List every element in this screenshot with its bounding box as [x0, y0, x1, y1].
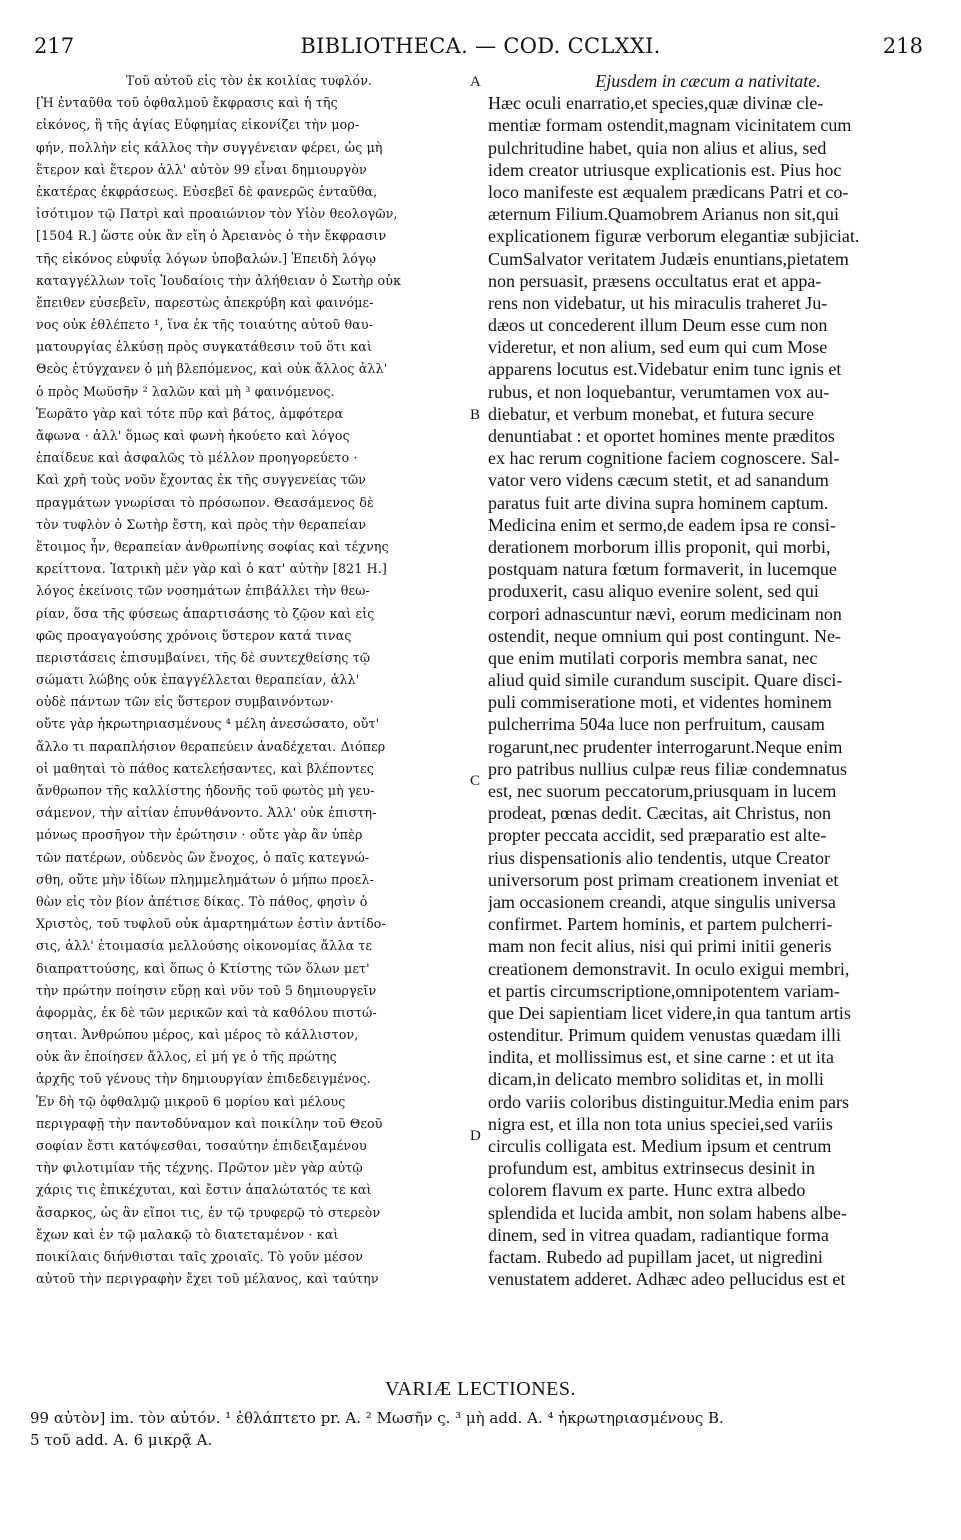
greek-text-line: ρίαν, ὅσα τῆς φύσεως ἀπαρτισάσης τὸ ζῷον καὶ εἰς [36, 605, 375, 621]
greek-text-line: Θεὸς ἐτύγχανεν ὁ μὴ βλεπόμενος, καὶ οὐκ ἄλλος ἀλλ' [36, 361, 388, 377]
greek-text-line: [Ἡ ἐνταῦθα τοῦ ὀφθαλμοῦ ἔκφρασις καὶ ἡ τῆς [36, 95, 338, 111]
greek-text-line: [1504 R.] ὥστε οὐκ ἂν εἴη ὁ Ἀρειανὸς ὁ τὴν ἔκφρασιν [36, 228, 387, 244]
latin-text-line: dæos ut concederent illum Deum esse cum non [488, 315, 828, 336]
margin-letter-a: A [470, 74, 481, 90]
greek-text-line: Χριστὸς, τοῦ τυφλοῦ οὐκ ἁμαρτημάτων ἐστὶν ἀντίδο- [36, 916, 386, 932]
latin-text-line: ostendit, neque omnium qui post contingunt. Ne- [488, 625, 841, 646]
latin-text-line: indita, et mollissimus est, et sine carne : et ut ita [488, 1047, 834, 1068]
latin-text-line: corpori adnascuntur nævi, eorum medicinam non [488, 603, 842, 624]
latin-text-line: explicationem figuræ verborum elegantiæ subjiciat. [488, 226, 860, 247]
latin-text-line: denuntiabat : et oportet homines mente præditos [488, 426, 835, 446]
greek-text-line: χάρις τις ἐπικέχυται, καὶ ἔστιν ἁπαλώτατός τε καὶ [36, 1182, 372, 1198]
greek-text-line: ἔχων καὶ ἐν τῷ μαλακῷ τὸ διατεταμένον · καὶ [36, 1226, 339, 1242]
greek-text-line: οὐκ ἂν ἐποίησεν ἄλλος, εἰ μή γε ὁ τῆς πρώτης [36, 1049, 337, 1065]
greek-text-line: οἱ μαθηταὶ τὸ πάθος κατελεήσαντες, καὶ βλέποντες [36, 760, 374, 776]
greek-text-line: λόγος ἐκείνοις τῶν νοσημάτων ἐπιβάλλει τὴν θεω- [36, 583, 370, 599]
greek-text-line: φῶς προαγαγούσης χρόνοις ὕστερον κατά τινας [36, 627, 352, 643]
greek-text-line: ἀρχῆς τοῦ γένους τὴν δημιουργίαν ἐπιδεδειγμένος. [36, 1071, 371, 1087]
latin-column [488, 70, 928, 1290]
page-number-right: 218 [882, 34, 923, 58]
latin-text-line: pulcherrima 504a luce non perfruitum, causam [488, 714, 825, 735]
variae-note-line: 99 αὐτὸν] im. τὸν αὐτόν. ¹ ἐθλάπτετο pr. A. ² Μωσῆν ς. ³ μὴ add. A. ⁴ ἠκρωτηριασμένους B. [30, 1409, 724, 1427]
latin-text-line: diebatur, et verbum monebat, et futura secure [488, 403, 815, 424]
greek-text-line: ποικίλαις διήνθισται ταῖς χροιαῖς. Τὸ γοῦν μέσον [36, 1248, 364, 1264]
greek-text-line: οὔτε γὰρ ἠκρωτηριασμένους ⁴ μέλη ἀνεσώσατο, οὔτ' [36, 716, 380, 732]
greek-text-line: οὐδὲ πάντων τῶν εἰς ὕστερον συμβαινόντων· [36, 694, 334, 710]
variae-lectiones-notes [30, 1407, 930, 1451]
latin-text-line: rubus, et non loquebantur, verumtamen vox au- [488, 381, 830, 402]
greek-text-line: τῶν πατέρων, οὐδενὸς ὢν ἔνοχος, ὁ παῖς κατεγνώ- [36, 849, 370, 865]
greek-text-line: εἰκόνος, ἣ τῆς ἁγίας Εὐφημίας εἰκονίζει τὴν μορ- [36, 117, 360, 133]
latin-text-line: ex hac rerum cognitione faciem cognoscere. Sal- [488, 448, 840, 469]
latin-text-line: nigra est, et illa non tota unius speciei,sed variis [488, 1113, 833, 1134]
greek-text-line: Ἑωρᾶτο γὰρ καὶ τότε πῦρ καὶ βάτος, ἀμφότερα [36, 405, 344, 421]
latin-text-line: que enim mutilati corporis membra sanat, nec [488, 647, 818, 668]
page-number-left: 217 [34, 34, 75, 58]
variae-lectiones-heading: VARIÆ LECTIONES. [385, 1378, 576, 1400]
latin-text-line: æternum Filium.Quamobrem Arianus non sit,qui [488, 204, 839, 225]
latin-text-line: apparens locutus est.Videbatur enim tunc ignis et [488, 359, 842, 380]
greek-text-line: σις, ἀλλ' ἑτοιμασία μελλούσης οἰκονομίας ἄλλα τε [36, 938, 373, 954]
latin-text-line: vator vero videns cæcum stetit, et ad sanandum [488, 470, 829, 491]
greek-text-line: διαπραττούσης, καὶ ὅπως ὁ Κτίστης τῶν ὅλων μετ' [36, 960, 370, 976]
latin-text-line: est, nec suorum peccatorum,priusquam in lucem [488, 781, 837, 801]
greek-text-line: ἔπειθεν εὐσεβεῖν, παρεστὼς ἀπεκρύβη καὶ φαινόμε- [36, 294, 374, 310]
greek-text-line: τὸν τυφλὸν ὁ Σωτὴρ ἔστη, καὶ πρὸς τὴν θεραπείαν [36, 516, 367, 532]
greek-text-line: ἄσαρκος, ὡς ἂν εἴποι τις, ἐν τῷ τρυφερῷ τὸ στερεὸν [36, 1204, 381, 1220]
greek-text-line: σάμενον, τὴν αἰτίαν ἐπυνθάνοντο. Ἀλλ' οὐκ ἐπιστη- [36, 805, 377, 821]
greek-text-line: πραγμάτων γνωρίσαι τὸ πρόσωπον. Θεασάμενος δὲ [36, 494, 374, 510]
greek-text-line: τῆς εἰκόνος εὐφυΐᾳ λόγων ὑποβαλών.] Ἐπειδὴ λόγῳ [36, 250, 377, 266]
latin-text-line: produxerit, casu aliquo evenire solent, sed qui [488, 581, 819, 602]
latin-text-line: jam occasionem creandi, atque singulis universa [488, 891, 836, 912]
latin-text-line: que Dei sapientiam licet videre,in qua tantum artis [488, 1002, 851, 1023]
page-header [0, 34, 961, 64]
latin-text-line: pro patribus nullius culpæ reus filiæ condemnatus [488, 758, 847, 779]
latin-text-line: loco manifeste est æqualem prædicans Patri et co- [488, 181, 849, 202]
latin-text-line: rius dispensationis alio tendentis, utque Creator [488, 847, 830, 868]
latin-text-line: ostenditur. Primum quidem venustas quædam illi [488, 1025, 841, 1046]
latin-text-line: pulchritudine habet, quia non alius et alius, sed [488, 137, 827, 158]
greek-text-line: σθη, οὔτε μὴν ἰδίων πλημμελημάτων ὁ μήπω προελ- [36, 871, 374, 887]
margin-letter-d: D [470, 1128, 481, 1144]
greek-text-line: ὁ πρὸς Μωϋσῆν ² λαλῶν καὶ μὴ ³ φαινόμενος. [36, 383, 335, 399]
latin-text-line: confirmet. Partem hominis, et partem pulcherri- [488, 914, 833, 935]
latin-text-line: splendida et lucida ambit, non solam habens albe- [488, 1202, 847, 1223]
greek-text-line: ἕτερον καὶ ἕτερον ἀλλ' αὐτὸν 99 εἶναι δημιουργὸν [36, 161, 367, 177]
greek-text-line: αὐτοῦ τὴν περιγραφὴν ἔχει τοῦ μέλανος, καὶ ταύτην [36, 1271, 379, 1287]
latin-text-line: videretur, et non alium, sed eum qui cum Mose [488, 337, 828, 358]
variae-note-line: 5 τοῦ add. A. 6 μικρᾷ A. [30, 1431, 213, 1449]
latin-text-line: Medicina enim et sermo,de eadem ipsa re consi- [488, 514, 836, 535]
greek-text-line: ἑκατέρας ἐκφράσεως. Εὐσεβεῖ δὲ φανερῶς ἐνταῦθα, [36, 183, 378, 199]
greek-text-line: θὼν εἰς τὸν βίον ἀπέτισε δίκας. Τὸ πάθος, φησὶν ὁ [36, 893, 368, 909]
greek-text-line: ἕτοιμος ἦν, θεραπείαν ἀνθρωπίνης σοφίας καὶ τέχνης [36, 538, 389, 554]
latin-text-line-heading: Ejusdem in cæcum a nativitate. [595, 71, 821, 91]
greek-text-line: καταγγέλλων τοῖς Ἰουδαίοις τὴν ἀλήθειαν ὁ Σωτὴρ οὐκ [36, 272, 402, 288]
latin-text-line: factam. Rubedo ad pupillam jacet, ut nigredini [488, 1246, 823, 1267]
latin-text-line: circulis colligata est. Medium ipsum et centrum [488, 1136, 832, 1156]
greek-text-line: σώματι λώβης οὐκ ἐπαγγέλλεται θεραπείαν, ἀλλ' [36, 672, 360, 688]
greek-text-line: κρείττονα. Ἰατρικὴ μὲν γὰρ καὶ ὁ κατ' αὐτὴν [821 H.] [36, 561, 387, 577]
greek-text-line: ἀφορμὰς, ἐκ δὲ τῶν μερικῶν καὶ τὰ καθόλου πιστώ- [36, 1004, 377, 1020]
margin-letter-c: C [470, 773, 481, 789]
latin-text-line: rogarunt,nec prudenter interrogarunt.Neque enim [488, 736, 843, 757]
latin-text-line: dinem, sed in vitrea quadam, radiantique forma [488, 1224, 829, 1245]
latin-text-line: non persuasit, præsens occultatus erat et appa- [488, 270, 822, 291]
latin-text-line: colorem flavum ex parte. Hunc extra albedo [488, 1180, 806, 1201]
latin-text-line: universorum post primam creationem inveniat et [488, 869, 839, 890]
latin-text-line: CumSalvator veritatem Judæis enuntians,pietatem [488, 248, 849, 269]
greek-text-line: ἰσότιμον τῷ Πατρὶ καὶ προαιώνιον τὸν Υἱὸν θεολογῶν, [36, 206, 398, 222]
greek-text-line: περιγραφῇ τὴν παντοδύναμον καὶ ποικίλην τοῦ Θεοῦ [36, 1115, 383, 1131]
greek-text-line: τὴν πρώτην ποίησιν εὕρῃ καὶ νῦν τοῦ 5 δημιουργεῖν [36, 982, 377, 998]
latin-text-line: mentiæ formam ostendit,magnam vicinitatem cum [488, 115, 852, 136]
latin-text-line: derationem morborum illis proponit, qui morbi, [488, 536, 831, 557]
greek-text-line: φήν, πολλὴν εἰς κάλλος τὴν συγγένειαν φέρει, ὡς μὴ [36, 139, 383, 155]
latin-text-line: paratus fuit arte divina supra hominem captum. [488, 492, 829, 513]
latin-text-line: rens non videbatur, ut his miraculis traheret Ju- [488, 292, 828, 313]
greek-text-line: ἐπαίδευε καὶ ἀσφαλῶς τὸ μέλλον προηγορεύετο · [36, 450, 358, 466]
latin-text-line: mam non fecit alius, nisi qui primi initii generis [488, 936, 832, 957]
greek-text-line: ἄφωνα · ἀλλ' ὅμως καὶ φωνὴ ἠκούετο καὶ λόγος [36, 428, 350, 443]
greek-text-line: μόνως προσῆγον τὴν ἐρώτησιν · οὔτε γὰρ ἂν ὑπὲρ [36, 827, 363, 843]
latin-text-line: aliud quid simile curandum suscipit. Quare disci- [488, 670, 843, 691]
running-title: BIBLIOTHECA. — COD. CCLXXI. [300, 34, 661, 58]
greek-text-line: νος οὐκ ἐθλέπετο ¹, ἵνα ἐκ τῆς τοιαύτης αὐτοῦ θαυ- [36, 317, 374, 333]
latin-text-line: et partis circumscriptione,omnipotentem variam- [488, 980, 840, 1001]
greek-text-line: ἄλλο τι παραπλήσιον θεραπεύειν ἀναδέχεται. Διόπερ [36, 738, 386, 754]
margin-letter-b: B [470, 407, 481, 423]
greek-text-line: ἄνθρωπον τῆς καλλίστης ἡδονῆς τοῦ φωτὸς μὴ γευ- [36, 783, 375, 798]
latin-text-line: creationem demonstravit. In oculo exigui membri, [488, 958, 850, 979]
latin-text-line: dicam,in delicato membro soliditas et, in molli [488, 1069, 824, 1090]
latin-text-line: postquam natura fœtum formaverit, in lucemque [488, 559, 837, 580]
greek-text-line-heading: Τοῦ αὐτοῦ εἰς τὸν ἐκ κοιλίας τυφλόν. [125, 73, 373, 88]
greek-text-line: περιστάσεις ἐπισυμβαίνει, τῆς δὲ συντεχθείσης τῷ [36, 649, 371, 665]
greek-column [36, 70, 462, 1290]
greek-text-line: τὴν φιλοτιμίαν τῆς τέχνης. Πρῶτον μὲν γὰρ αὐτῷ [36, 1160, 363, 1176]
latin-text-line: idem creator utriusque explicationis est. Pius hoc [488, 159, 842, 180]
greek-text-line: Καὶ χρὴ τοὺς νοῦν ἔχοντας ἐκ τῆς συγγενείας τῶν [36, 472, 367, 488]
latin-text-line: ordo variis coloribus distinguitur.Media enim pars [488, 1091, 849, 1112]
latin-text-line: Hæc oculi enarratio,et species,quæ divinæ cle- [488, 93, 824, 114]
greek-text-line: σηται. Ἀνθρώπου μέρος, καὶ μέρος τὸ κάλλιστον, [36, 1027, 359, 1043]
latin-text-line: venustatem adderet. Adhæc adeo pellucidus est et [488, 1269, 846, 1290]
greek-text-line: Ἐν δὴ τῷ ὀφθαλμῷ μικροῦ 6 μορίου καὶ μέλους [36, 1093, 346, 1109]
latin-text-line: profundum est, ambitus extrinsecus desinit in [488, 1158, 815, 1179]
greek-text-line: ματουργίας ἑλκύσῃ πρὸς συγκατάθεσιν τοῦ ὅτι καὶ [36, 339, 373, 355]
latin-text-line: puli commiseratione moti, et videntes hominem [488, 692, 832, 713]
latin-text-line: propter peccata accidit, sed præparatio est alte- [488, 825, 827, 846]
latin-text-line: prodeat, pœnas dedit. Cæcitas, ait Christus, non [488, 803, 831, 824]
greek-text-line: σοφίαν ἔστι κατόψεσθαι, τοσαύτην ἐπιδειξαμένου [36, 1138, 367, 1153]
